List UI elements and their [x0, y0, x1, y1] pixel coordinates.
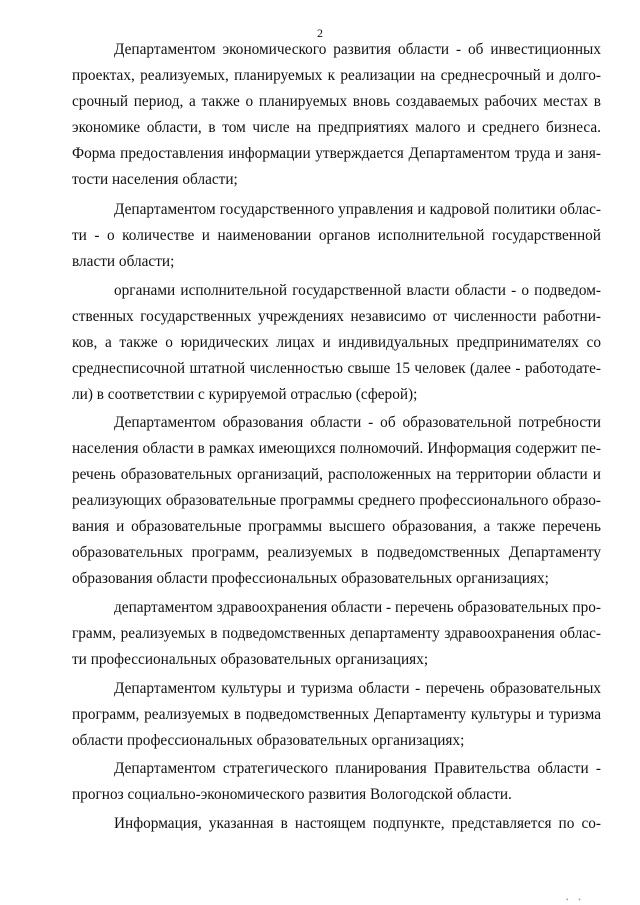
text-line: ти профессиональных образовательных организациях;: [72, 651, 429, 668]
text-line: программ, реализуемых в подведомственных Департаменту культуры и туризма: [72, 706, 601, 723]
text-line: Форма предоставления информации утверждается Департаментом труда и заня-: [72, 145, 601, 162]
text-line: ти - о количестве и наименовании органов исполнительной государственной: [72, 227, 601, 244]
text-line: ли) в соответствии с курируемой отраслью (сферой);: [72, 386, 418, 403]
text-line: населения области в рамках имеющихся полномочий. Информация содержит пе-: [72, 440, 601, 457]
text-line: ков, а также о юридических лицах и индивидуальных предпринимателях со: [72, 334, 601, 351]
text-line: срочный период, а также о планируемых вновь создаваемых рабочих местах в: [72, 93, 601, 110]
page-number: 2: [317, 26, 323, 40]
text-line: реализующих образовательные программы среднего профессионального образо-: [72, 492, 601, 509]
text-line: органами исполнительной государственной власти области - о подведом-: [114, 282, 601, 299]
footer-mark: • •: [566, 896, 585, 904]
text-line: Департаментом культуры и туризма области - перечень образовательных: [114, 680, 601, 697]
text-line: грамм, реализуемых в подведомственных департаменту здравоохранения облас-: [72, 625, 601, 642]
text-line: экономике области, в том числе на предприятиях малого и среднего бизнеса.: [72, 119, 601, 136]
text-line: образования области профессиональных образовательных организациях;: [72, 570, 549, 587]
text-line: департаментом здравоохранения области - перечень образовательных про-: [114, 599, 601, 616]
text-line: власти области;: [72, 253, 175, 270]
text-line: среднесписочной штатной численностью свыше 15 человек (далее - работодате-: [72, 360, 601, 377]
text-line: проектах, реализуемых, планируемых к реализации на среднесрочный и долго-: [72, 67, 601, 84]
text-line: вания и образовательные программы высшего образования, а также перечень: [72, 518, 601, 535]
text-line: Департаментом образования области - об образовательной потребности: [114, 414, 601, 431]
text-line: Информация, указанная в настоящем подпункте, представляется по со-: [114, 815, 601, 832]
text-line: тости населения области;: [72, 171, 238, 188]
text-line: области профессиональных образовательных организациях;: [72, 732, 465, 749]
text-line: образовательных программ, реализуемых в подведомственных Департаменту: [72, 544, 601, 561]
text-line: прогноз социально-экономического развития Вологодской области.: [72, 786, 512, 803]
text-line: ственных государственных учреждениях независимо от численности работни-: [72, 308, 601, 325]
text-line: речень образовательных организаций, расположенных на территории области и: [72, 466, 601, 483]
text-line: Департаментом государственного управления и кадровой политики облас-: [114, 201, 601, 218]
text-line: Департаментом стратегического планирования Правительства области -: [114, 760, 601, 777]
text-line: Департаментом экономического развития области - об инвестиционных: [114, 41, 601, 58]
